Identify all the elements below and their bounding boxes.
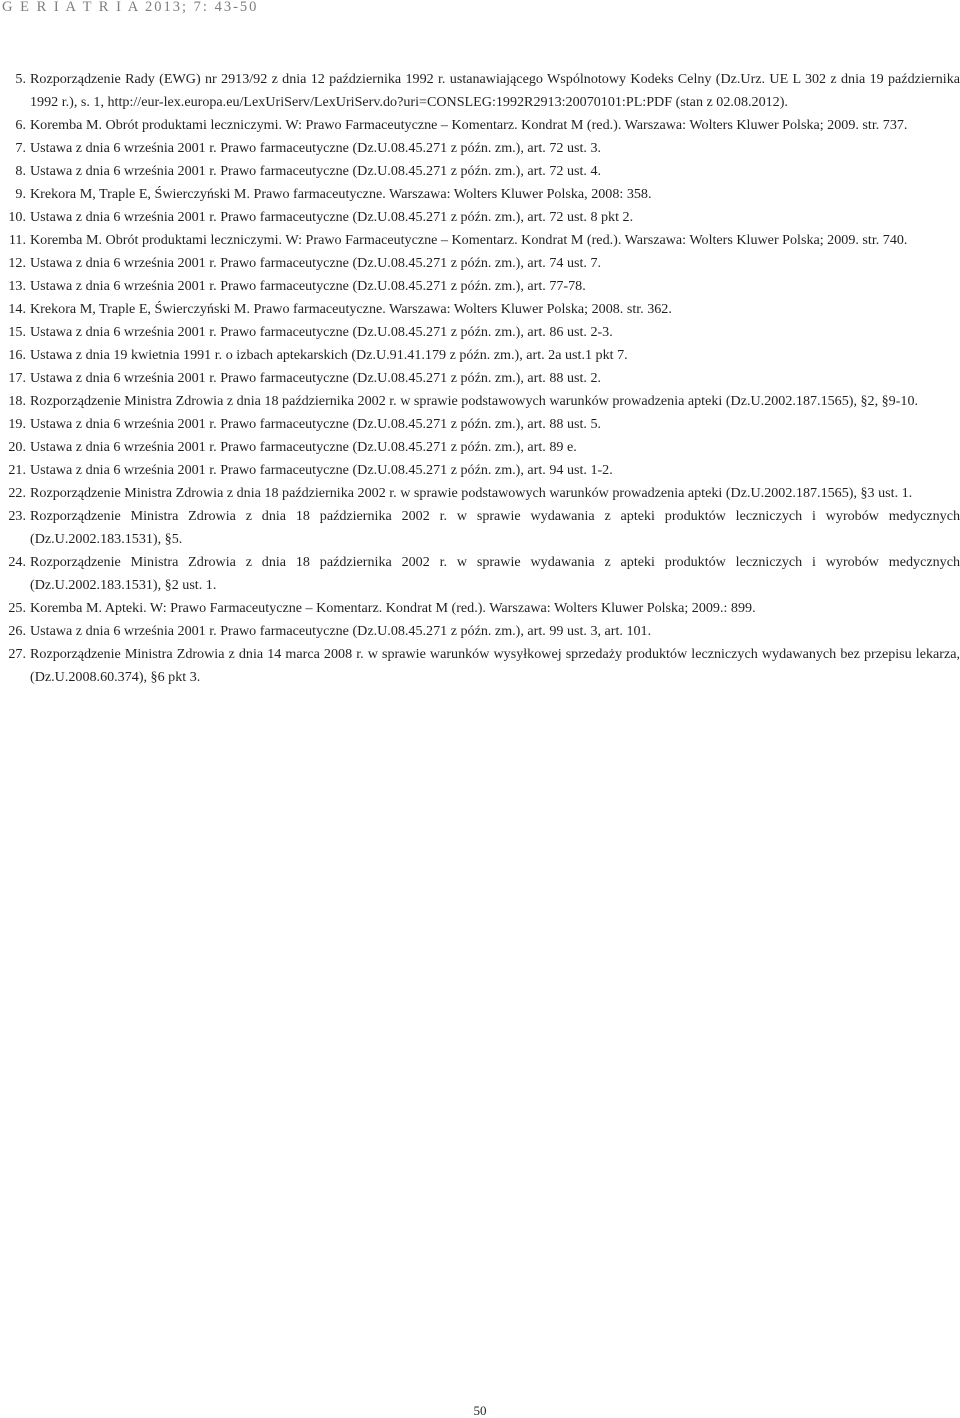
reference-number: 21.	[8, 462, 26, 478]
reference-text: Rozporządzenie Ministra Zdrowia z dnia 14 marca 2008 r. w sprawie warunków wysyłkowej sprzedaży produktów leczniczych wydawanych bez przepisu lekarza, (Dz.U.2008.60.374), §6 pkt 3.	[30, 646, 960, 685]
reference-item	[0, 505, 960, 551]
reference-text: Ustawa z dnia 6 września 2001 r. Prawo farmaceutyczne (Dz.U.08.45.271 z późn. zm.), art. 74 ust. 7.	[30, 255, 602, 271]
reference-number: 9.	[15, 186, 26, 202]
reference-number: 19.	[8, 416, 26, 432]
reference-text: Koremba M. Obrót produktami leczniczymi. W: Prawo Farmaceutyczne – Komentarz. Kondrat M (red.). Warszawa: Wolters Kluwer Polska; 2009. str. 740.	[30, 232, 908, 248]
reference-text: Ustawa z dnia 6 września 2001 r. Prawo farmaceutyczne (Dz.U.08.45.271 z późn. zm.), art. 94 ust. 1-2.	[30, 462, 613, 478]
reference-item	[0, 597, 960, 620]
reference-text: Krekora M, Traple E, Świerczyński M. Prawo farmaceutyczne. Warszawa: Wolters Kluwer Polska; 2008. str. 362.	[30, 301, 672, 317]
reference-number: 6.	[15, 117, 26, 133]
reference-number: 15.	[8, 324, 26, 340]
reference-text: Ustawa z dnia 6 września 2001 r. Prawo farmaceutyczne (Dz.U.08.45.271 z późn. zm.), art. 86 ust. 2-3.	[30, 324, 613, 340]
reference-item	[0, 620, 960, 643]
reference-text: Ustawa z dnia 6 września 2001 r. Prawo farmaceutyczne (Dz.U.08.45.271 z późn. zm.), art. 72 ust. 8 pkt 2.	[30, 209, 634, 225]
reference-number: 11.	[8, 232, 26, 248]
reference-item	[0, 390, 960, 413]
reference-item	[0, 321, 960, 344]
reference-text: Ustawa z dnia 6 września 2001 r. Prawo farmaceutyczne (Dz.U.08.45.271 z późn. zm.), art. 88 ust. 5.	[30, 416, 602, 432]
reference-item	[0, 252, 960, 275]
reference-text: Ustawa z dnia 6 września 2001 r. Prawo farmaceutyczne (Dz.U.08.45.271 z późn. zm.), art. 89 e.	[30, 439, 577, 455]
reference-item	[0, 183, 960, 206]
reference-number: 5.	[15, 71, 26, 87]
reference-item	[0, 459, 960, 482]
reference-number: 20.	[8, 439, 26, 455]
reference-number: 7.	[15, 140, 26, 156]
reference-number: 27.	[8, 646, 26, 662]
reference-text: Ustawa z dnia 6 września 2001 r. Prawo farmaceutyczne (Dz.U.08.45.271 z późn. zm.), art. 72 ust. 4.	[30, 163, 602, 179]
reference-number: 18.	[8, 393, 26, 409]
reference-text: Ustawa z dnia 6 września 2001 r. Prawo farmaceutyczne (Dz.U.08.45.271 z późn. zm.), art. 88 ust. 2.	[30, 370, 602, 386]
running-header: G E R I A T R I A 2013; 7: 43-50	[2, 0, 259, 15]
page-number: 50	[473, 1403, 487, 1418]
reference-item	[0, 298, 960, 321]
reference-text: Ustawa z dnia 6 września 2001 r. Prawo farmaceutyczne (Dz.U.08.45.271 z późn. zm.), art. 99 ust. 3, art. 101.	[30, 623, 652, 639]
reference-text: Rozporządzenie Ministra Zdrowia z dnia 18 października 2002 r. w sprawie podstawowych warunków prowadzenia apteki (Dz.U.2002.187.1565), §3 ust. 1.	[30, 485, 913, 501]
reference-number: 24.	[8, 554, 26, 570]
reference-text: Rozporządzenie Ministra Zdrowia z dnia 18 października 2002 r. w sprawie podstawowych warunków prowadzenia apteki (Dz.U.2002.187.1565), §2, §9-10.	[30, 393, 919, 409]
reference-item	[0, 137, 960, 160]
reference-text: Ustawa z dnia 6 września 2001 r. Prawo farmaceutyczne (Dz.U.08.45.271 z późn. zm.), art. 72 ust. 3.	[30, 140, 602, 156]
reference-list	[0, 68, 960, 689]
reference-item	[0, 206, 960, 229]
reference-number: 12.	[8, 255, 26, 271]
reference-item	[0, 643, 960, 689]
reference-item	[0, 413, 960, 436]
reference-text: Rozporządzenie Rady (EWG) nr 2913/92 z dnia 12 października 1992 r. ustanawiającego Wspólnotowy Kodeks Celny (Dz.Urz. UE L 302 z dnia 19 października 1992 r.), s. 1, http://eur-lex.europa.eu/LexUriServ/LexUriServ.do?uri=CONSLEG:1992R2913:20070101:PL:PDF (stan z 02.08.2012).	[30, 71, 960, 110]
reference-number: 23.	[8, 508, 26, 524]
reference-number: 10.	[8, 209, 26, 225]
reference-item	[0, 114, 960, 137]
reference-item	[0, 160, 960, 183]
reference-item	[0, 436, 960, 459]
reference-item	[0, 68, 960, 114]
reference-item	[0, 482, 960, 505]
reference-text: Krekora M, Traple E, Świerczyński M. Prawo farmaceutyczne. Warszawa: Wolters Kluwer Polska, 2008: 358.	[30, 186, 652, 202]
reference-text: Rozporządzenie Ministra Zdrowia z dnia 18 października 2002 r. w sprawie wydawania z apteki produktów leczniczych i wyrobów medycznych (Dz.U.2002.183.1531), §5.	[30, 508, 960, 547]
reference-item	[0, 229, 960, 252]
reference-item	[0, 367, 960, 390]
reference-number: 16.	[8, 347, 26, 363]
reference-number: 25.	[8, 600, 26, 616]
reference-text: Rozporządzenie Ministra Zdrowia z dnia 18 października 2002 r. w sprawie wydawania z apteki produktów leczniczych i wyrobów medycznych (Dz.U.2002.183.1531), §2 ust. 1.	[30, 554, 960, 593]
reference-text: Ustawa z dnia 6 września 2001 r. Prawo farmaceutyczne (Dz.U.08.45.271 z późn. zm.), art. 77-78.	[30, 278, 586, 294]
reference-number: 17.	[8, 370, 26, 386]
reference-item	[0, 344, 960, 367]
reference-text: Koremba M. Apteki. W: Prawo Farmaceutyczne – Komentarz. Kondrat M (red.). Warszawa: Wolters Kluwer Polska; 2009.: 899.	[30, 600, 756, 616]
reference-number: 14.	[8, 301, 26, 317]
reference-item	[0, 275, 960, 298]
reference-number: 26.	[8, 623, 26, 639]
reference-number: 22.	[8, 485, 26, 501]
reference-item	[0, 551, 960, 597]
reference-text: Koremba M. Obrót produktami leczniczymi. W: Prawo Farmaceutyczne – Komentarz. Kondrat M (red.). Warszawa: Wolters Kluwer Polska; 2009. str. 737.	[30, 117, 908, 133]
reference-number: 13.	[8, 278, 26, 294]
reference-number: 8.	[15, 163, 26, 179]
reference-text: Ustawa z dnia 19 kwietnia 1991 r. o izbach aptekarskich (Dz.U.91.41.179 z późn. zm.), art. 2a ust.1 pkt 7.	[30, 347, 628, 363]
